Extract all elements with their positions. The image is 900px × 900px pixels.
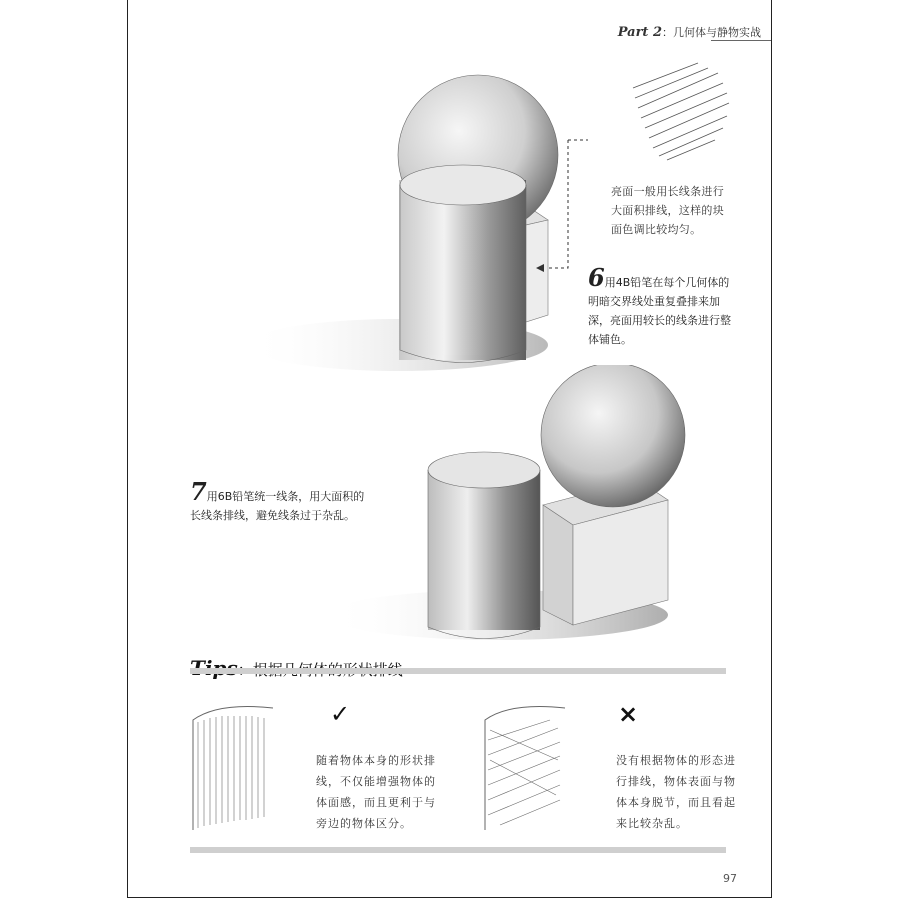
callout-line: 亮面一般用长线条进行: [611, 185, 724, 198]
step6: [588, 263, 738, 349]
callout-line: 大面积排线，这样的块: [611, 204, 724, 217]
book-page: [127, 0, 772, 898]
header-rule: [711, 40, 771, 41]
page-number: 97: [723, 872, 737, 885]
part-label: Part 2: [617, 25, 662, 40]
wrong-mark-icon: ×: [618, 700, 639, 728]
callout-line: 面色调比较均匀。: [611, 223, 702, 236]
step6-number: 6: [588, 263, 605, 292]
sketch-step7: [328, 365, 728, 655]
header-title: 几何体与静物实战: [673, 26, 761, 39]
tips-top-bar: [190, 668, 726, 674]
step7-number: 7: [190, 477, 207, 506]
tips-bottom-bar: [190, 847, 726, 853]
step7: [190, 477, 370, 525]
good-hatch-cylinder: [188, 700, 278, 835]
bad-tip-text: 没有根据物体的形态进行排线，物体表面与物体本身脱节，而且看起来比较杂乱。: [616, 754, 736, 830]
step6-text: 用4B铅笔在每个几何体的明暗交界线处重复叠排来加深，亮面用较长的线条进行整体铺色。: [588, 276, 731, 346]
good-tip-text: 随着物体本身的形状排线，不仅能增强物体的体面感，而且更利于与旁边的物体区分。: [316, 754, 436, 830]
page-header: [618, 24, 761, 40]
step7-text: 用6B铅笔统一线条，用大面积的长线条排线，避免线条过于杂乱。: [190, 490, 365, 522]
callout-caption: [611, 182, 761, 239]
correct-mark-icon: ✓: [330, 700, 351, 728]
hatch-swatch: [623, 58, 743, 168]
bad-hatch-cylinder: [480, 700, 570, 835]
header-separator: ：: [662, 26, 673, 39]
